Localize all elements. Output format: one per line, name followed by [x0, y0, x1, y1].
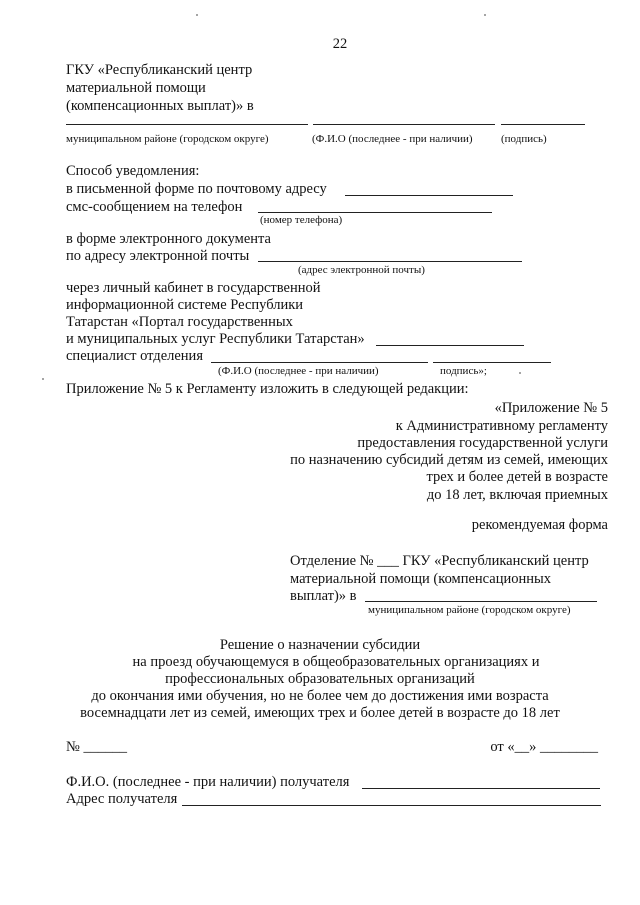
email-caption: (адрес электронной почты) [298, 264, 425, 276]
phone-underline [258, 212, 492, 213]
decision-line: на проезд обучающемуся в общеобразовательных организациях и [132, 654, 540, 670]
decision-number: № ______ [66, 739, 127, 755]
department-line: выплат)» в [290, 588, 357, 604]
appendix-line: «Приложение № 5 [494, 400, 608, 416]
specialist-sign-underline [433, 362, 551, 363]
notification-electronic: в форме электронного документа [66, 231, 271, 247]
decision-title: Решение о назначении субсидии [219, 637, 421, 653]
notification-written: в письменной форме по почтовому адресу [66, 181, 327, 197]
department-district-caption: муниципальном районе (городском округе) [368, 604, 571, 616]
appendix-line: трех и более детей в возрасте [426, 469, 608, 485]
fio-caption: (Ф.И.О (последнее - при наличии) [312, 133, 473, 145]
specialist-label: специалист отделения [66, 348, 203, 364]
decision-line: восемнадцати лет из семей, имеющих трех и более детей в возрасте до 18 лет [80, 705, 560, 721]
header-line: (компенсационных выплат)» в [66, 98, 254, 114]
decision-line: профессиональных образовательных организаций [165, 671, 475, 687]
recipient-name-underline [362, 788, 600, 789]
portal-underline [376, 345, 524, 346]
email-underline [258, 261, 522, 262]
department-line: Отделение № ___ ГКУ «Республиканский центр [290, 553, 589, 569]
header-line: материальной помощи [66, 80, 206, 96]
recipient-name-label: Ф.И.О. (последнее - при наличии) получателя [66, 774, 350, 790]
appendix-intro: Приложение № 5 к Регламенту изложить в следующей редакции: [66, 381, 469, 397]
department-line: материальной помощи (компенсационных [290, 571, 552, 587]
notification-portal: и муниципальных услуг Республики Татарстан» [66, 331, 365, 347]
scan-speck [519, 372, 521, 374]
recipient-address-label: Адрес получателя [66, 791, 178, 807]
postal-address-underline [345, 195, 513, 196]
notification-sms: смс-сообщением на телефон [66, 199, 243, 215]
phone-caption: (номер телефона) [260, 214, 343, 226]
notification-portal: информационной системе Республики [66, 297, 304, 313]
recipient-address-underline [182, 805, 601, 806]
appendix-line: до 18 лет, включая приемных [426, 487, 608, 503]
scan-speck [196, 14, 198, 16]
notification-portal: через личный кабинет в государственной [66, 280, 321, 296]
department-district-underline [365, 601, 597, 602]
scan-speck [42, 378, 44, 380]
recommended-form: рекомендуемая форма [471, 517, 608, 533]
decision-date: от «__» ________ [490, 739, 598, 755]
fio-underline [313, 124, 495, 125]
header-line: ГКУ «Республиканский центр [66, 62, 253, 78]
appendix-line: к Административному регламенту [395, 418, 608, 434]
specialist-fio-underline [211, 362, 428, 363]
specialist-sign-caption: подпись»; [440, 365, 487, 377]
scan-speck [484, 14, 486, 16]
notification-email: по адресу электронной почты [66, 248, 250, 264]
district-underline [66, 124, 308, 125]
decision-line: до окончания ими обучения, но не более чем до достижения ими возраста [91, 688, 549, 704]
specialist-fio-caption: (Ф.И.О (последнее - при наличии) [218, 365, 379, 377]
notification-title: Способ уведомления: [66, 163, 200, 179]
page-number: 22 [332, 36, 348, 52]
appendix-line: предоставления государственной услуги [357, 435, 608, 451]
district-caption: муниципальном районе (городском округе) [66, 133, 269, 145]
appendix-line: по назначению субсидий детям из семей, имеющих [290, 452, 608, 468]
notification-portal: Татарстан «Портал государственных [66, 314, 293, 330]
signature-caption: (подпись) [501, 133, 547, 145]
signature-underline [501, 124, 585, 125]
